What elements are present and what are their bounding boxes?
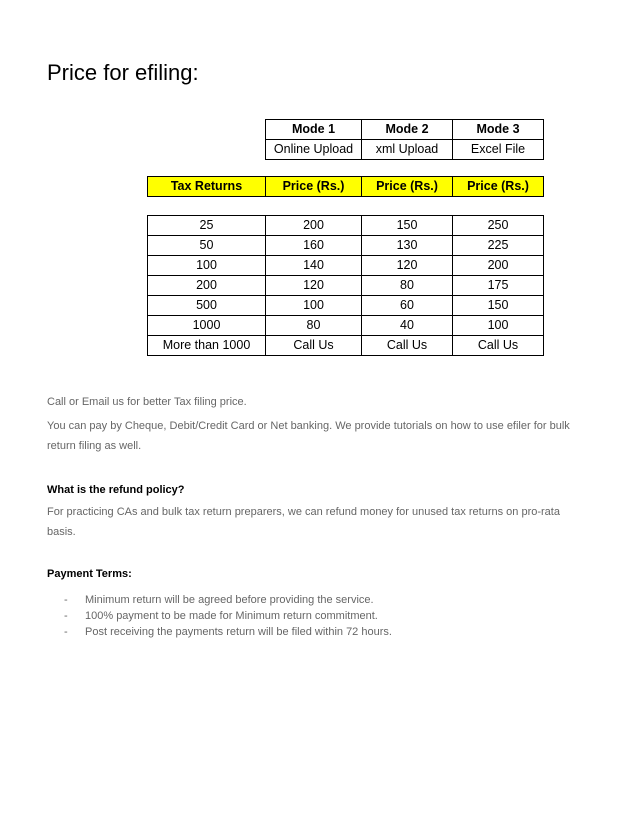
table-cell: 120 (362, 256, 453, 276)
table-row (148, 216, 544, 236)
table-cell: 130 (362, 236, 453, 256)
price-header-cell: Tax Returns (148, 177, 266, 197)
table-row (148, 316, 544, 336)
table-cell: 225 (453, 236, 544, 256)
table-cell: 100 (453, 316, 544, 336)
mode-header: Mode 3 (453, 120, 544, 140)
dash-bullet-icon: - (64, 594, 68, 606)
price-header-cell: Price (Rs.) (362, 177, 453, 197)
table-cell: 60 (362, 296, 453, 316)
call-text: Call or Email us for better Tax filing price. (47, 396, 247, 408)
table-cell: 150 (362, 216, 453, 236)
table-cell: 250 (453, 216, 544, 236)
refund-text: For practicing CAs and bulk tax return preparers, we can refund money for unused tax returns on pro-rata basis. (47, 506, 560, 538)
table-cell: 500 (148, 296, 266, 316)
table-cell: 150 (453, 296, 544, 316)
table-cell: Call Us (362, 336, 453, 356)
list-item-text: Post receiving the payments return will be filed within 72 hours. (85, 626, 392, 638)
table-cell: 100 (266, 296, 362, 316)
table-cell: 1000 (148, 316, 266, 336)
price-header-cell: Price (Rs.) (453, 177, 544, 197)
list-item (64, 592, 392, 608)
list-item (64, 624, 392, 640)
mode-type: xml Upload (362, 140, 453, 160)
table-cell: 120 (266, 276, 362, 296)
list-item (64, 608, 392, 624)
table-cell: More than 1000 (148, 336, 266, 356)
table-cell: 80 (362, 276, 453, 296)
table-cell: 175 (453, 276, 544, 296)
table-row (148, 276, 544, 296)
table-row (148, 236, 544, 256)
table-row (148, 336, 544, 356)
refund-heading: What is the refund policy? (47, 484, 185, 496)
modes-header-row (266, 120, 544, 140)
price-header-cell: Price (Rs.) (266, 177, 362, 197)
table-row (148, 256, 544, 276)
table-cell: 40 (362, 316, 453, 336)
table-cell: 100 (148, 256, 266, 276)
list-item-text: Minimum return will be agreed before providing the service. (85, 594, 374, 606)
table-cell: 160 (266, 236, 362, 256)
table-cell: 200 (148, 276, 266, 296)
dash-bullet-icon: - (64, 626, 68, 638)
payment-terms-list (64, 592, 392, 640)
dash-bullet-icon: - (64, 610, 68, 622)
table-cell: Call Us (266, 336, 362, 356)
payment-terms-heading: Payment Terms: (47, 568, 132, 580)
modes-table (265, 119, 544, 160)
price-header-row (148, 177, 544, 197)
mode-type: Online Upload (266, 140, 362, 160)
mode-type: Excel File (453, 140, 544, 160)
table-cell: Call Us (453, 336, 544, 356)
table-cell: 200 (453, 256, 544, 276)
table-cell: 140 (266, 256, 362, 276)
table-cell: 200 (266, 216, 362, 236)
table-cell: 80 (266, 316, 362, 336)
price-table (147, 215, 544, 356)
table-row (148, 296, 544, 316)
mode-header: Mode 1 (266, 120, 362, 140)
price-header-table (147, 176, 544, 197)
table-cell: 50 (148, 236, 266, 256)
modes-type-row (266, 140, 544, 160)
page-title: Price for efiling: (47, 60, 199, 85)
mode-header: Mode 2 (362, 120, 453, 140)
payment-methods-text: You can pay by Cheque, Debit/Credit Card or Net banking. We provide tutorials on how to use efiler for bulk return filing as well. (47, 420, 570, 452)
list-item-text: 100% payment to be made for Minimum return commitment. (85, 610, 378, 622)
table-cell: 25 (148, 216, 266, 236)
